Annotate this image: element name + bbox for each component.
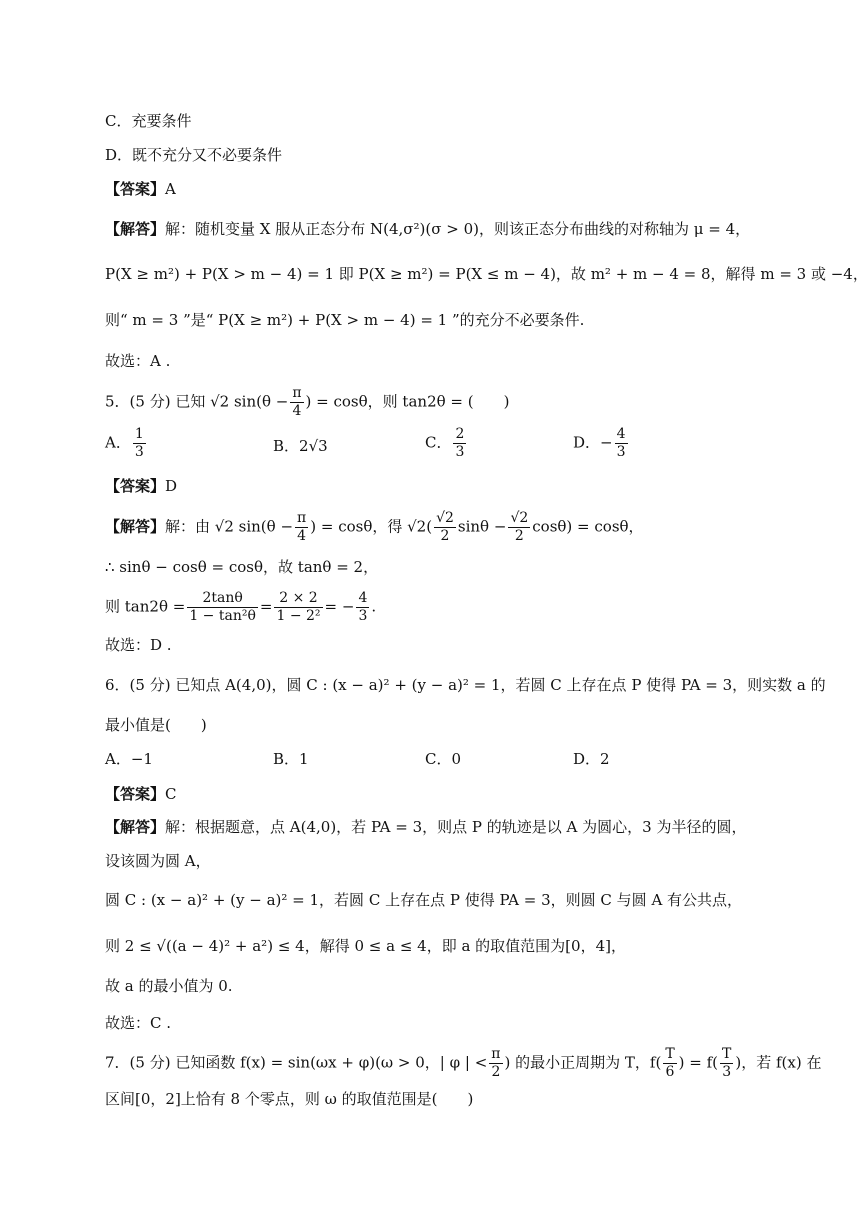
q5-answer: 【答案】D [105,477,178,495]
q5-solution-line-3: 则 tan2θ = $\frac{2\tan\theta}{\text{1 − tan²θ}}$ = $\frac{2 \times 2}{\text{1 − 2²}}$ = − $\frac{4}{3}$ . [105,590,377,624]
q5-choice-d: D．− $\frac{4}{3}$ [573,426,626,460]
q6-choice-result: 故选：C . [105,1014,172,1032]
q6-choice-d: D．2 [573,750,610,768]
q6-solution-line-4: 则 2 ≤ √((a − 4)² + a²) ≤ 4，解得 0 ≤ a ≤ 4，即 a 的取值范围为[0，4]， [105,937,626,955]
q6-choice-a: A．−1 [105,750,153,768]
q4-solution-line-3: 则“ m = 3 ”是“ P(X ≥ m²) + P(X > m − 4) = 1 ”的充分不必要条件. [105,311,585,329]
q5-stem: 5．(5 分) 已知 √2 sin(θ − $\frac{\pi}{4}$ ) = cosθ，则 tan2θ = ( ) [105,385,510,419]
q6-answer: 【答案】C [105,785,177,803]
q5-choice-b: B．2√3 [273,437,328,455]
option-c-text: C．充要条件 [105,112,192,130]
q6-solution-line-2: 设该圆为圆 A， [105,852,211,870]
q4-solution-line-1: 【解答】解：随机变量 X 服从正态分布 N(4,σ²)(σ > 0)，则该正态分布曲线的对称轴为 μ = 4， [105,220,751,238]
solution-tag: 【解答】 [105,220,166,238]
q5-solution-line-2: ∴ sinθ − cosθ = cosθ，故 tanθ = 2， [105,558,379,576]
q5-choice-a: A． $\frac{1}{3}$ [105,426,144,460]
q6-solution-line-3: 圆 C : (x − a)² + (y − a)² = 1，若圆 C 上存在点 P 使得 PA = 3，则圆 C 与圆 A 有公共点， [105,891,743,909]
fraction: $\frac{\pi}{4}$ [292,385,302,419]
q6-stem-line-2: 最小值是( ) [105,716,207,734]
q5-solution-line-1: 【解答】解：由 √2 sin(θ − $\frac{\pi}{4}$ ) = cosθ，得 √2( $\frac{√2}{2}$ sinθ − $\frac{√2}{2}$ cosθ) = cosθ， [105,510,644,544]
q5-choice-c: C． $\frac{2}{3}$ [425,426,465,460]
q6-stem-line-1: 6．(5 分) 已知点 A(4,0)，圆 C : (x − a)² + (y − a)² = 1，若圆 C 上存在点 P 使得 PA = 3，则实数 a 的 [105,676,826,694]
q6-solution-line-5: 故 a 的最小值为 0. [105,977,233,995]
q4-answer: 【答案】A [105,180,176,198]
q4-choice-result: 故选：A . [105,352,171,370]
q5-choice-result: 故选：D . [105,636,172,654]
q4-solution-line-2: P(X ≥ m²) + P(X > m − 4) = 1 即 P(X ≥ m²) = P(X ≤ m − 4)，故 m² + m − 4 = 8，解得 m = 3 或 −4， [105,265,868,283]
q7-stem-line-1: 7．(5 分) 已知函数 f(x) = sin(ωx + φ)(ω > 0，| φ | < $\frac{\pi}{2}$ ) 的最小正周期为 T，f( $\frac{T}{6}$ ) = f( $\frac{T}{3}$ )，若 f(x) 在 [105,1046,822,1080]
q6-choice-c: C．0 [425,750,462,768]
answer-tag: 【答案】 [105,180,166,198]
q6-choice-b: B．1 [273,750,309,768]
q7-stem-line-2: 区间[0，2]上恰有 8 个零点，则 ω 的取值范围是( ) [105,1090,474,1108]
q6-solution-line-1: 【解答】解：根据题意，点 A(4,0)，若 PA = 3，则点 P 的轨迹是以 A 为圆心，3 为半径的圆， [105,818,747,836]
option-d-text: D．既不充分又不必要条件 [105,146,283,164]
